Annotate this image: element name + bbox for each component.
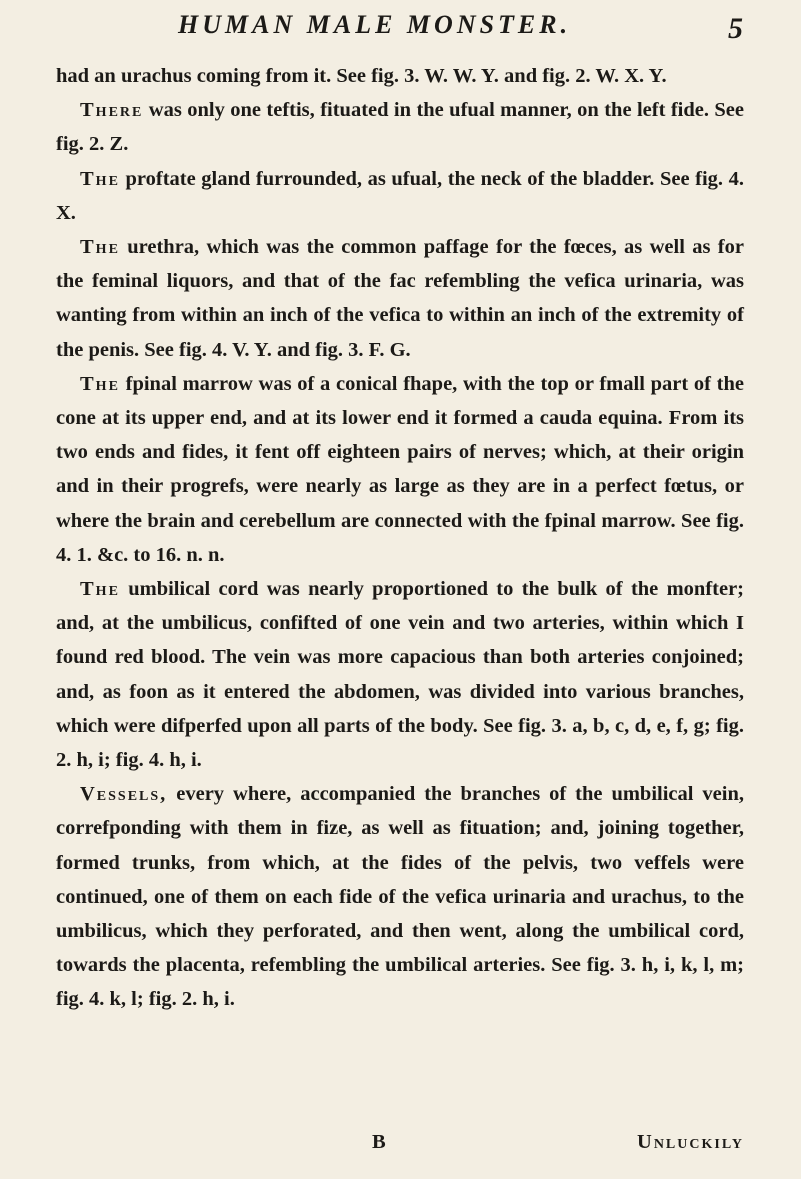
paragraph [56, 230, 744, 367]
paragraph-text: had an urachus coming from it. See fig. 3. W. W. Y. and fig. 2. W. X. Y. [56, 65, 667, 87]
paragraph [56, 572, 744, 777]
paragraph-text: urethra, which was the common paffage for the fœces, as well as for the feminal liquors, and that of the fac refembling the vefica urinaria, was wanting from within an inch of the vefica to within an inch of the extremity of the penis. See fig. 4. V. Y. and fig. 3. F. G. [56, 236, 744, 361]
paragraph-lead: Vessels, [80, 783, 168, 806]
running-title: HUMAN MALE MONSTER. [178, 10, 572, 39]
paragraph-text: every where, accompanied the branches of the umbilical vein, correfponding with them in fize, as well as fituation; and, joining together, formed trunks, from which, at the fides of the pelvis, two veffels were continued, one of them on each fide of the vefica urinaria and urachus, to the umbilicus, which they perforated, and then went, along the umbilical cord, towards the placenta, refembling the umbilical arteries. See fig. 3. h, i, k, l, m; fig. 4. k, l; fig. 2. h, i. [56, 783, 744, 1011]
signature-mark: B [372, 1131, 386, 1153]
paragraph-lead: The [80, 236, 120, 259]
page-number: 5 [728, 12, 743, 45]
paragraph-text: umbilical cord was nearly proportioned to the bulk of the monfter; and, at the umbilicus, confifted of one vein and two arteries, within which I found red blood. The vein was more capacious than both arteries conjoined; and, as foon as it entered the abdomen, was divided into various branches, which were difperfed upon all parts of the body. See fig. 3. a, b, c, d, e, f, g; fig. 2. h, i; fig. 4. h, i. [56, 578, 744, 772]
paragraph-text: proftate gland furrounded, as ufual, the neck of the bladder. See fig. 4. X. [56, 167, 744, 224]
page-footer [56, 1131, 744, 1163]
paragraph-text: fpinal marrow was of a conical fhape, with the top or fmall part of the cone at its upper end, and at its lower end it formed a cauda equina. From its two ends and fides, it fent off eighteen pairs of nerves; which, at their origin and in their progrefs, were nearly as large as they are in a perfect fœtus, or where the brain and cerebellum are connected with the fpinal marrow. See fig. 4. 1. &c. to 16. n. n. [56, 372, 744, 566]
paragraph [56, 777, 744, 1016]
paragraph [56, 367, 744, 572]
running-head [0, 6, 801, 46]
paragraph [56, 93, 744, 161]
catchword: Unluckily [637, 1131, 744, 1153]
paragraph [56, 59, 744, 93]
body-text [56, 59, 744, 1017]
paragraph-lead: There [80, 99, 144, 122]
paragraph-lead: The [80, 578, 120, 601]
paragraph-lead: The [80, 167, 120, 190]
paragraph [56, 162, 744, 230]
paragraph-text: was only one teftis, fituated in the ufual manner, on the left fide. See fig. 2. Z. [56, 99, 744, 156]
paragraph-lead: The [80, 372, 120, 395]
